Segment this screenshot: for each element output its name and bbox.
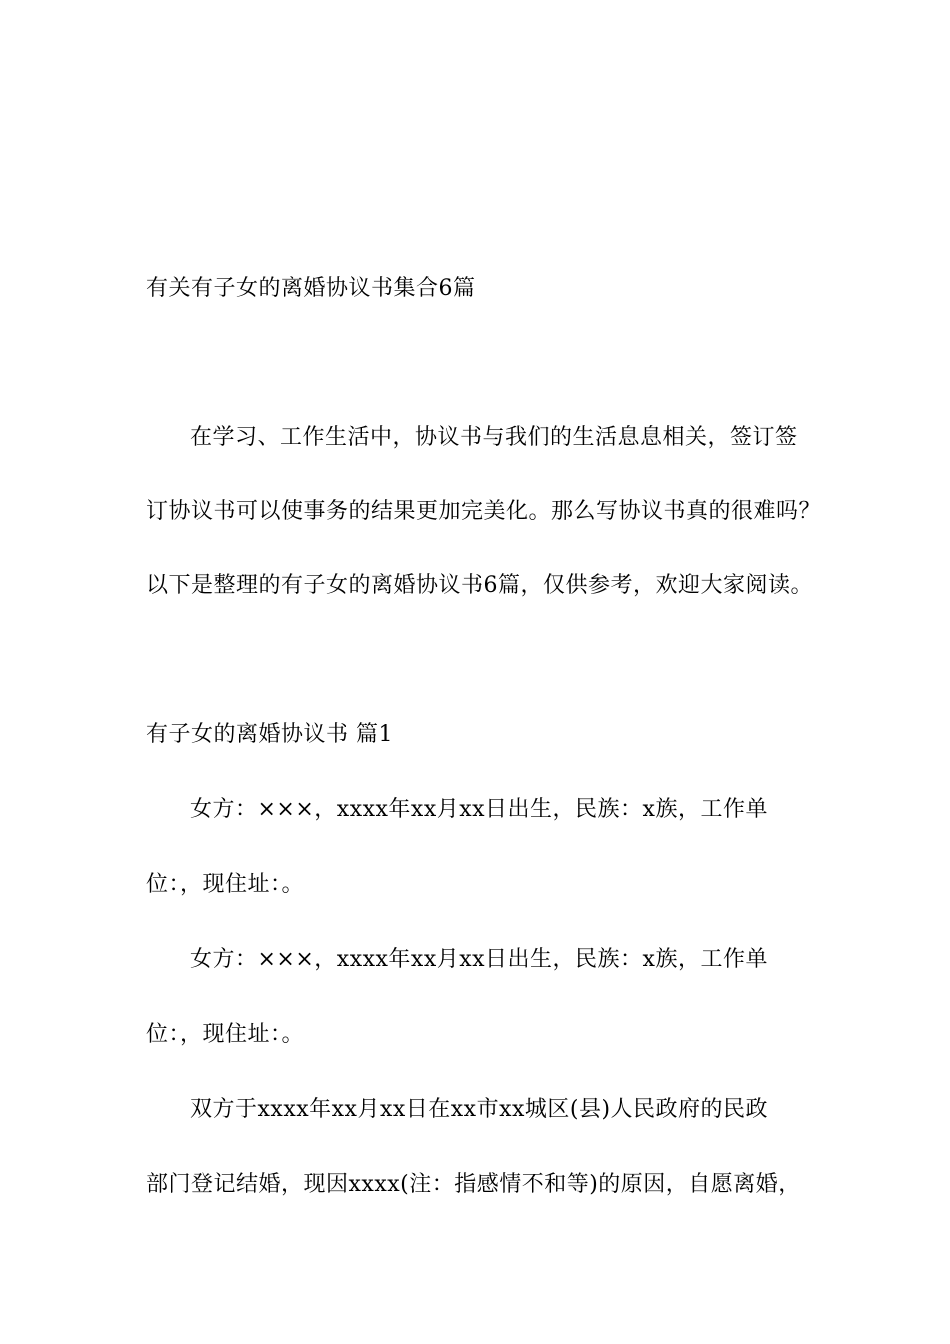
marriage-line-2: 部门登记结婚，现因xxxx(注：指感情不和等)的原因，自愿离婚， [146,1172,801,1197]
party1-line-2: 位：，现住址：。 [146,872,305,897]
intro-line-2: 订协议书可以使事务的结果更加完美化。那么写协议书真的很难吗？ [146,499,822,524]
section-heading: 有子女的离婚协议书 篇1 [146,722,393,747]
party2-line-1: 女方：×××，xxxx年xx月xx日出生，民族：x族，工作单 [190,947,768,972]
intro-line-3: 以下是整理的有子女的离婚协议书6篇，仅供参考，欢迎大家阅读。 [146,573,813,598]
marriage-line-1: 双方于xxxx年xx月xx日在xx市xx城区(县)人民政府的民政 [190,1097,769,1122]
party2-line-2: 位：，现住址：。 [146,1022,305,1047]
intro-line-1: 在学习、工作生活中，协议书与我们的生活息息相关，签订签 [190,425,798,450]
document-title: 有关有子女的离婚协议书集合6篇 [146,276,476,301]
party1-line-1: 女方：×××，xxxx年xx月xx日出生，民族：x族，工作单 [190,797,768,822]
